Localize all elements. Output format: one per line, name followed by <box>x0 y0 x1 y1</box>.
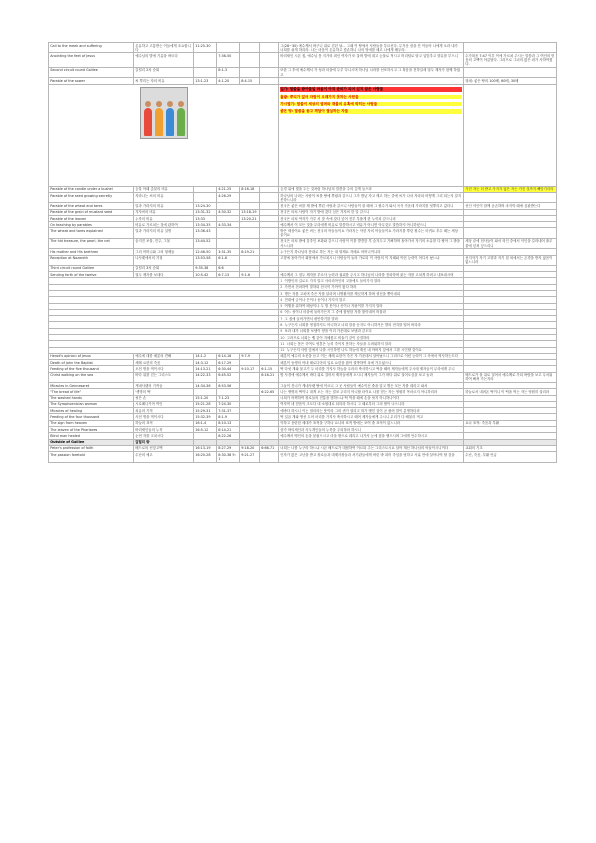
instruction-text: 5 여행을 위하여 배낭이나 두 벌 옷이나 신이나 지팡이를 가지지 말라 <box>279 303 464 309</box>
summary: 너희가 어찌하여 장로들의 전통을 범하느냐 떡 먹을 때에 손을 씻지 아니하나이다 <box>279 395 464 401</box>
summary: 인자가 많은 고난을 받고 장로들과 대제사장들과 서기관들에게 버린 바 되어 죽임을 당하고 사흘 만에 살아나야 할 것을 <box>279 452 464 462</box>
summary: 그들이 건너가 게네사렛 땅에 이르니 그 곳 사람들이 예수이신 줄을 알고 병든 모든 자를 데리고 와서 <box>279 383 464 389</box>
mark-ref: 6:7-13 <box>217 272 240 278</box>
event-ko: 숨겨진 보물, 진주, 그물 <box>134 238 194 248</box>
summary: 고향에 돌아가사 회당에서 가르치시니 사람들이 놀라 가로되 이 사람의 이 지혜와 이런 능력이 어디서 났느냐 <box>279 255 464 265</box>
matthew-ref: 13:31-32 <box>194 209 217 215</box>
matthew-ref: 15:1-20 <box>194 395 217 401</box>
event-en: Sending forth of the twelve <box>49 272 134 278</box>
figure-red <box>144 108 152 136</box>
event-ko: 갈릴리 밖 <box>134 439 194 445</box>
matthew-ref: 16:13-19 <box>194 445 217 451</box>
event-ko: 그의 어머니와 그의 형제들 <box>134 249 194 255</box>
summary: 밤 사경에 예수께서 바다 위로 걸어서 제자들에게 오시니 제자들이 그가 바다 위로 걸어오심을 보고 놀라 <box>279 372 464 382</box>
summary: 예수께서 그 열두 제자를 부르사 능력과 권위를 주시고 하나님의 나라를 전파하며 앓는 자를 고치게 하려고 내보내시며 <box>279 272 464 278</box>
event-ko: 세례 요한의 죽음 <box>134 360 194 366</box>
event-ko: 갈릴리 2차 순회 <box>134 67 194 77</box>
event-en: Parable of the seed growing secretly <box>49 192 134 202</box>
notes <box>464 43 557 53</box>
summary: 그(28~30) 예수께서 바구니 위로 걷던 날... 그때 이 땅에서 사람들을 부르신다. 무거운 짐을 진 이들아 나에게 오라 내가 너희를 쉬게 하리라. 나는 마음이 온유하고 겸손하니 나의 멍에를 메고 나에게 배우라. <box>279 43 464 53</box>
table-row <box>49 255 557 265</box>
matthew-ref: 14:22-33 <box>194 372 217 382</box>
mark-ref: 8:30-38 9:1 <box>217 452 240 462</box>
instruction-label: 그러므로 너희는 뱀 같이 지혜롭고 비둘기 같이 순결하라 <box>286 335 370 340</box>
tag-good-soil: 좋은 땅: 말씀을 듣고 깨달아 결실하는 자들 <box>280 109 462 113</box>
mark-ref: 6:30-44 <box>217 366 240 372</box>
summary: 또한 그 후에 예수께서 각 성과 마을에 두루 다니시며 하나님 나라를 선포하시고 그 복음을 전하실새 열두 제자가 함께 하였고 <box>279 67 464 77</box>
event-en: Reception at Nazareth <box>49 255 134 265</box>
matthew-ref: 16:5-12 <box>194 427 217 433</box>
event-en: Parable of the leaven <box>49 215 134 221</box>
instruction-text: 4 전대에 금이나 은이나 동이나 가지지 말고 <box>279 297 464 303</box>
event-ko: 시로페니키아 여인 <box>134 401 194 407</box>
instruction-label: 너희는 몸은 죽여도 영혼은 능히 죽이지 못하는 자들을 두려워하지 말라 <box>286 341 392 346</box>
event-ko: 열두 제자를 보내다 <box>134 272 194 278</box>
instruction-label: 보라 내가 너희를 보냄이 양을 이리 가운데로 보냄과 같도다 <box>284 329 372 334</box>
summary: 떡 다섯 개와 물고기 두 마리를 가지사 하늘을 우러러 축사하시고 떡을 떼어 제자들에게 주시매 제자들이 무리에게 주니 <box>279 366 464 372</box>
matthew-ref: 14:1-2 <box>194 353 217 359</box>
summary: 하나님의 나라는 사람이 씨를 땅에 뿌림과 같으니 그가 밤낮 자고 깨고 하는 중에 씨가 나서 자라되 어떻게 그리 되는지 알지 못하느니라 <box>279 192 464 202</box>
notes: 열매: 좋은 땅의 100배, 60배, 30배 <box>464 78 557 84</box>
instruction-text: 12 누구든지 사람 앞에서 나를 시인하면 나도 하늘에 계신 내 아버지 앞에서 그를 시인할 것이요 <box>279 347 464 353</box>
mark-ref: 7:36-50 <box>217 53 240 67</box>
luke-ref <box>240 43 260 53</box>
summary: 누구든지 하나님의 뜻대로 하는 자는 내 형제요 자매요 어머니이니라 <box>279 249 464 255</box>
event-en: Call to the meek and suffering <box>49 43 134 53</box>
matthew-ref: 13:34-35 <box>194 222 217 228</box>
event-ko: 치유의 기적 <box>134 408 194 414</box>
john-ref <box>260 53 279 67</box>
mark-ref: 6:14-16 <box>217 353 240 359</box>
event-ko: 씨 뿌리는 자의 비유 <box>134 78 194 84</box>
event-ko: 갈릴리 3차 순회 <box>134 265 194 271</box>
instruction-text: 2 가면서 전파하여 말하되 천국이 가까이 왔다 하라 <box>279 284 464 290</box>
luke-ref <box>240 228 260 238</box>
event-en: Herod's opinion of Jesus <box>49 353 134 359</box>
instruction-text: 6 어느 성이나 마을에 들어가든지 그 중에 합당한 자를 찾아내어 머물라 <box>279 309 464 315</box>
event-ko: 씻은 손 <box>134 395 194 401</box>
event-en: Miracles in Gennesaret <box>49 383 134 389</box>
matthew-ref: 14:13-21 <box>194 366 217 372</box>
event-en: "The bread of life" <box>49 389 134 395</box>
event-en: His mother and His brethren <box>49 249 134 255</box>
matthew-ref: 12:46-50 <box>194 249 217 255</box>
mark-ref: 8:22-26 <box>217 433 240 439</box>
instruction-text: 10 그러므로 너희는 뱀 같이 지혜롭고 비둘기 같이 순결하라 <box>279 334 464 340</box>
matthew-ref: 13:1-23 <box>194 78 217 84</box>
event-ko: 누룩의 비유 <box>134 215 194 221</box>
mark-ref: 7:1-23 <box>217 395 240 401</box>
mark-ref: 6:6 <box>217 265 240 271</box>
table-row <box>49 452 557 462</box>
mark-ref: 6:17-29 <box>217 360 240 366</box>
summary: 삼가 바리새인과 사두개인들의 누룩을 주의하라 하시니 <box>279 427 464 433</box>
event-ko: 예수에 대한 헤롯의 견해 <box>134 353 194 359</box>
event-en: Miracles of healing <box>49 408 134 414</box>
table-row <box>49 43 557 53</box>
mark-ref: 6:45-52 <box>217 372 240 382</box>
luke-ref <box>240 255 260 265</box>
instruction-text: 7 그 집에 들어가면서 평안하기를 빌라 <box>279 316 464 322</box>
event-ko: 나사렛에서의 거절 <box>134 255 194 265</box>
mark-ref <box>217 228 240 238</box>
event-ko: 밀과 가라지의 비유 설명 <box>134 228 194 238</box>
instruction-text: 3 병든 자를 고치며 죽은 자를 살리며 나병환자를 깨끗하게 하며 귀신을 쫓아내되 <box>279 291 464 297</box>
notes: 수난, 죽음, 부활 언급 <box>464 452 557 462</box>
summary: 예수께서 이 모든 것을 무리에게 비유로 말씀하시고 비유가 아니면 아무것도 말씀하지 아니하셨으니 <box>279 222 464 228</box>
summary: 에바다 하시니 이는 열리라는 뜻이라 그의 귀가 열리고 혀가 맺힌 것이 곧 풀려 말이 분명하더라 <box>279 408 464 414</box>
sower-illustration <box>140 87 188 139</box>
event-en: Death of John the Baptist <box>49 360 134 366</box>
luke-ref: 8:19-21 <box>240 249 260 255</box>
mark-ref: 8:10-13 <box>217 420 240 426</box>
matthew-ref: 14:3-12 <box>194 360 217 366</box>
luke-ref: 8:16-18 <box>240 186 260 192</box>
john-ref <box>260 238 279 248</box>
luke-ref <box>240 53 260 67</box>
notes: 선지자가 자기 고향과 자기 집 외에서는 존경을 받지 않음이 없느니라 <box>464 255 557 265</box>
notes <box>464 67 557 77</box>
luke-ref: 13:18-19 <box>240 209 260 215</box>
matthew-ref: 15:21-28 <box>194 401 217 407</box>
matthew-ref <box>194 192 217 202</box>
notes: 하늘로서 내려온 떡이니 이 떡을 먹는 자는 영원히 살리라 <box>464 389 557 395</box>
mark-ref: 7:24-30 <box>217 401 240 407</box>
mark-ref: 8:1-3 <box>217 67 240 77</box>
john-ref <box>260 67 279 77</box>
john-ref: 6:22-65 <box>260 389 279 395</box>
table-row <box>49 372 557 382</box>
notes: 베드로가 물 위로 걸어서 예수께로 가되 바람을 보고 무서워하여 빠져 가는지라 <box>464 372 557 382</box>
mark-ref: 6:53-56 <box>217 383 240 389</box>
notes: 선인 악인이 함께 공존하며 마지막 때에 심판받는다 <box>464 203 557 209</box>
mark-ref: 4:1-20 <box>217 78 240 84</box>
matthew-ref: 16:1-4 <box>194 420 217 426</box>
mark-ref: 8:1-9 <box>217 414 240 420</box>
event-en: The passion foretold <box>49 452 134 462</box>
mark-ref: 4:26-29 <box>217 192 240 202</box>
event-en: The washed hands <box>49 395 134 401</box>
table-row <box>49 228 557 238</box>
luke-ref: 9:10-17 <box>240 366 260 372</box>
figure-green <box>177 108 185 136</box>
summary: 등경 위에 빛을 두는 것처럼 하나님의 말씀을 주의 깊게 들으라 <box>279 186 464 192</box>
mark-ref <box>217 43 240 53</box>
figure-orange <box>155 108 163 136</box>
summary: 예수께서 맹인의 손을 붙잡으시고 마을 밖으로 데리고 나가사 눈에 침을 뱉으시며 그에게 안수하시고 <box>279 433 464 439</box>
luke-ref: 9:7-9 <box>240 353 260 359</box>
event-ko: 수난의 예고 <box>134 452 194 462</box>
notes: 수가복음 7:47 이루 이에 가르쳐 주시는 말씀과 그 여인의 믿음의 고백이 아름답다. 그러므로 그녀의 많은 죄가 사하여졌다. <box>465 53 555 67</box>
matthew-ref: 13:53-58 <box>194 255 217 265</box>
event-en: Feeding of the four thousand <box>49 414 134 420</box>
notes: 요나 표적: 죽음과 부활 <box>464 420 557 426</box>
summary: 밭은 세상이요 좋은 씨는 천국의 아들들이요 가라지는 악한 자의 아들들이요 가라지를 뿌린 원수는 마귀요 추수 때는 세상 끝이요 <box>279 228 464 238</box>
event-ko: 오천 명을 먹이시다 <box>134 366 194 372</box>
instruction-label: 누구든지 사람 앞에서 나를 시인하면 나도 하늘에 계신 내 아버지 앞에서 그를 시인할 것이요 <box>286 348 422 353</box>
matthew-ref: 15:32-39 <box>194 414 217 420</box>
matthew-ref: 13:44-52 <box>194 238 217 248</box>
john-ref: 6:66-71 <box>260 445 279 451</box>
event-en: The hid treasure, the pearl, the net <box>49 238 134 248</box>
event-ko: 바다 위를 걷는 그리스도 <box>134 372 194 382</box>
instruction-label: 병든 자를 고치며 죽은 자를 살리며 나병환자를 깨끗하게 하며 귀신을 쫓아내되 <box>284 291 401 296</box>
matthew-ref: 13:33 <box>194 215 217 221</box>
event-ko: 등불 아래 촛불의 비유 <box>134 186 194 192</box>
matthew-ref: 10:5-42 <box>194 272 217 278</box>
gospel-harmony-table <box>48 42 557 463</box>
instruction-label: 누구든지 너희를 영접하지도 아니하고 너희 말을 듣지도 아니하거든 발의 먼지를 떨어 버리라 <box>284 323 421 327</box>
instruction-text: 9 보라 내가 너희를 보냄이 양을 이리 가운데로 보냄과 같도다 <box>279 328 464 334</box>
notes: 세상 끝에 천사들이 와서 의인 중에서 악인을 갈라내어 풀무 불에 던져 넣으리니 <box>464 238 557 248</box>
luke-ref <box>240 372 260 382</box>
notes: 교회의 기초 <box>464 445 557 451</box>
table-row <box>49 67 557 77</box>
matthew-ref <box>194 53 217 67</box>
instruction-label: 가면서 전파하여 말하되 천국이 가까이 왔다 하라 <box>284 285 357 290</box>
summary: 천국은 좋은 씨를 제 밭에 뿌린 사람과 같으니 사람들이 잘 때에 그 원수가 와서 곡식 가운데 가라지를 덧뿌리고 갔더니 <box>279 203 464 209</box>
mark-ref: 3:31-35 <box>217 249 240 255</box>
event-en: Parable of the candle under a bushel <box>49 186 134 192</box>
event-en: The sign from heaven <box>49 420 134 426</box>
sower-illustration-row <box>49 84 557 186</box>
mark-ref: 4:30-32 <box>217 209 240 215</box>
event-en: The wheat and tares explained <box>49 228 134 238</box>
event-en: Outside of Galilee <box>49 439 134 445</box>
john-ref: 6:16-21 <box>260 372 279 382</box>
event-en: Third circuit round Galilee <box>49 265 134 271</box>
event-en: The Syrophoenician woman <box>49 401 134 407</box>
figure-blue <box>166 108 174 136</box>
instruction-text: 8 누구든지 너희를 영접하지도 아니하고 너희 말을 듣지도 아니하거든 발의 먼지를 떨어 버리라 <box>279 322 464 328</box>
event-en: Parable of the grain of mustard seed <box>49 209 134 215</box>
instruction-label: 여행을 위하여 배낭이나 두 벌 옷이나 신이나 지팡이를 가지지 말라 <box>284 304 383 309</box>
instruction-text: 11 너희는 몸은 죽여도 영혼은 능히 죽이지 못하는 자들을 두려워하지 말라 <box>279 341 464 347</box>
event-ko: 비유로 가르치는 것에 관하여 <box>134 222 194 228</box>
luke-ref <box>240 192 260 202</box>
luke-ref: 9:1-6 <box>240 272 260 278</box>
john-ref <box>260 255 279 265</box>
table-row <box>49 192 557 202</box>
instruction-label: 이방인의 길로도 가지 말고 사마리아인의 고을에도 들어가지 말라 <box>284 279 381 284</box>
summary: 천국은 마치 사람이 자기 밭에 갖다 심은 겨자씨 한 알 같으니 <box>279 209 464 215</box>
luke-ref <box>240 67 260 77</box>
instruction-text: 1 이방인의 길로도 가지 말고 사마리아인의 고을에도 들어가지 말라 <box>279 278 464 284</box>
summary: 악하고 음란한 세대가 표적을 구하나 요나의 표적 밖에는 보여 줄 표적이 없느니라 <box>279 420 464 426</box>
tag-thorns: 가시떨기: 말씀이 세상의 염려와 재물의 유혹에 막히는 사람들 <box>280 102 462 106</box>
instruction-label: 전대에 금이나 은이나 동이나 가지지 말고 <box>284 297 346 302</box>
mark-ref <box>217 238 240 248</box>
summary: 너희는 나를 누구라 하느냐 시몬 베드로가 대답하여 이르되 주는 그리스도시요 살아 계신 하나님의 아들이시니이다 <box>279 445 464 451</box>
instruction-label: 그 집에 들어가면서 평안하기를 빌라 <box>284 316 338 321</box>
john-ref <box>260 228 279 238</box>
summary: 나는 생명의 떡이니 내게 오는 자는 결코 주리지 아니할 터이요 나를 믿는 자는 영원히 목마르지 아니하리라 <box>279 389 464 395</box>
event-en: Anointing the feet of Jesus <box>49 53 134 67</box>
mark-ref: 7:31-37 <box>217 408 240 414</box>
john-ref <box>260 452 279 462</box>
event-ko: 하늘의 표적 <box>134 420 194 426</box>
mark-ref: 4:33-34 <box>217 222 240 228</box>
mark-ref: 8:14-21 <box>217 427 240 433</box>
matthew-ref <box>194 67 217 77</box>
event-ko: 예수님의 발에 기름을 바르다 <box>134 53 194 67</box>
event-ko: 자라나는 씨의 비유 <box>134 192 194 202</box>
event-ko: 눈먼 자를 고치시다 <box>134 433 194 439</box>
table-row <box>49 238 557 248</box>
event-en: Christ walking on the sea <box>49 372 134 382</box>
matthew-ref: 13:24-30 <box>194 203 217 209</box>
matthew-ref: 13:36-43 <box>194 228 217 238</box>
john-ref <box>260 43 279 53</box>
luke-ref: 8:4-15 <box>240 78 260 84</box>
event-en: Peter's profession of faith <box>49 445 134 451</box>
event-en: The leaven of the Pharisees <box>49 427 134 433</box>
event-ko: 게네사렛의 기적들 <box>134 383 194 389</box>
summary: 천국은 마치 여자가 가루 서 말 속에 갖다 넣어 전부 부풀게 한 누룩과 같으니라 <box>279 215 464 221</box>
event-en: Second circuit round Galilee <box>49 67 134 77</box>
event-ko: 사천 명을 먹이시다 <box>134 414 194 420</box>
john-ref <box>260 192 279 202</box>
matthew-ref: 11:25-30 <box>194 43 217 53</box>
event-ko: 바리새인들의 누룩 <box>134 427 194 433</box>
event-ko: 밀과 가라지의 비유 <box>134 203 194 209</box>
tag-path: 길가: 말씀을 받아들일 마음이 아직 준비가 되어 있지 않은 사람들 <box>280 87 462 91</box>
event-en: On teaching by parables <box>49 222 134 228</box>
event-en: Parable of the wheat and tares <box>49 203 134 209</box>
mark-ref: 6:1-6 <box>217 255 240 265</box>
notes <box>464 192 557 202</box>
event-en: Feeding of the five thousand <box>49 366 134 372</box>
luke-ref: 9:18-20 <box>240 445 260 451</box>
john-ref: 6:1-15 <box>260 366 279 372</box>
notes <box>464 228 557 238</box>
tag-rocky: 돌밭: 뿌리가 없어 자람이 오래가지 못하는 사람들 <box>280 95 462 99</box>
summary: 헤롯이 예수의 소문을 듣고 이는 세례 요한이 죽은 자 가운데서 살아났으니 그러므로 이런 능력이 그 속에서 역사하는도다 <box>279 353 464 359</box>
event-ko: 온유하고 고통받는 이들에게 초요합니다 <box>134 43 194 53</box>
event-ko: 베드로의 신앙고백 <box>134 445 194 451</box>
mark-ref: 8:27-29 <box>217 445 240 451</box>
luke-ref: 13:20-21 <box>240 215 260 221</box>
summary: 천국은 마치 밭에 감추인 보화와 같으니 사람이 이를 발견한 후 숨겨두고 기뻐하며 돌아가서 자기의 소유를 다 팔아 그 밭을 사느니라 <box>279 238 464 248</box>
event-ko: 겨자씨의 비유 <box>134 209 194 215</box>
event-ko: '생명의 떡' <box>134 389 194 395</box>
summary: 헤롯이 동생의 아내 헤로디아의 일로 요한을 잡아 결박하여 옥에 가두었으니 <box>279 360 464 366</box>
matthew-ref: 14:34-36 <box>194 383 217 389</box>
summary: 바리새인 시몬 집, 예수님 몸 지가의 죄인 여자가 또 울며 발에 대고 눈물로 적시고 머리털로 닦고 입맞추고 향유를 부으니 <box>279 53 464 67</box>
summary: 여자여 네 믿음이 크도다 네 소원대로 되리라 하시니 그 때로부터 그의 딸이 나으니라 <box>279 401 464 407</box>
luke-ref <box>240 238 260 248</box>
table-row <box>49 53 557 67</box>
matthew-ref: 15:29-31 <box>194 408 217 414</box>
summary: 떡 일곱 개와 생선 두어 마리를 가지사 축사하시고 떼어 제자들에게 주시니 무리가 다 배불리 먹고 <box>279 414 464 420</box>
mark-ref: 4:21-25 <box>217 186 240 192</box>
matthew-ref: 9:35-38 <box>194 265 217 271</box>
luke-ref: 9:21-27 <box>240 452 260 462</box>
event-en: Blind man healed <box>49 433 134 439</box>
matthew-ref: 16:20-28 <box>194 452 217 462</box>
instruction-label: 어느 성이나 마을에 들어가든지 그 중에 합당한 자를 찾아내어 머물라 <box>284 310 386 315</box>
event-en: Parable of the sower <box>49 78 134 84</box>
notes: 가진 자는 더 받고 가지지 않은 자는 가진 것까지 빼앗기리라 <box>464 186 557 192</box>
